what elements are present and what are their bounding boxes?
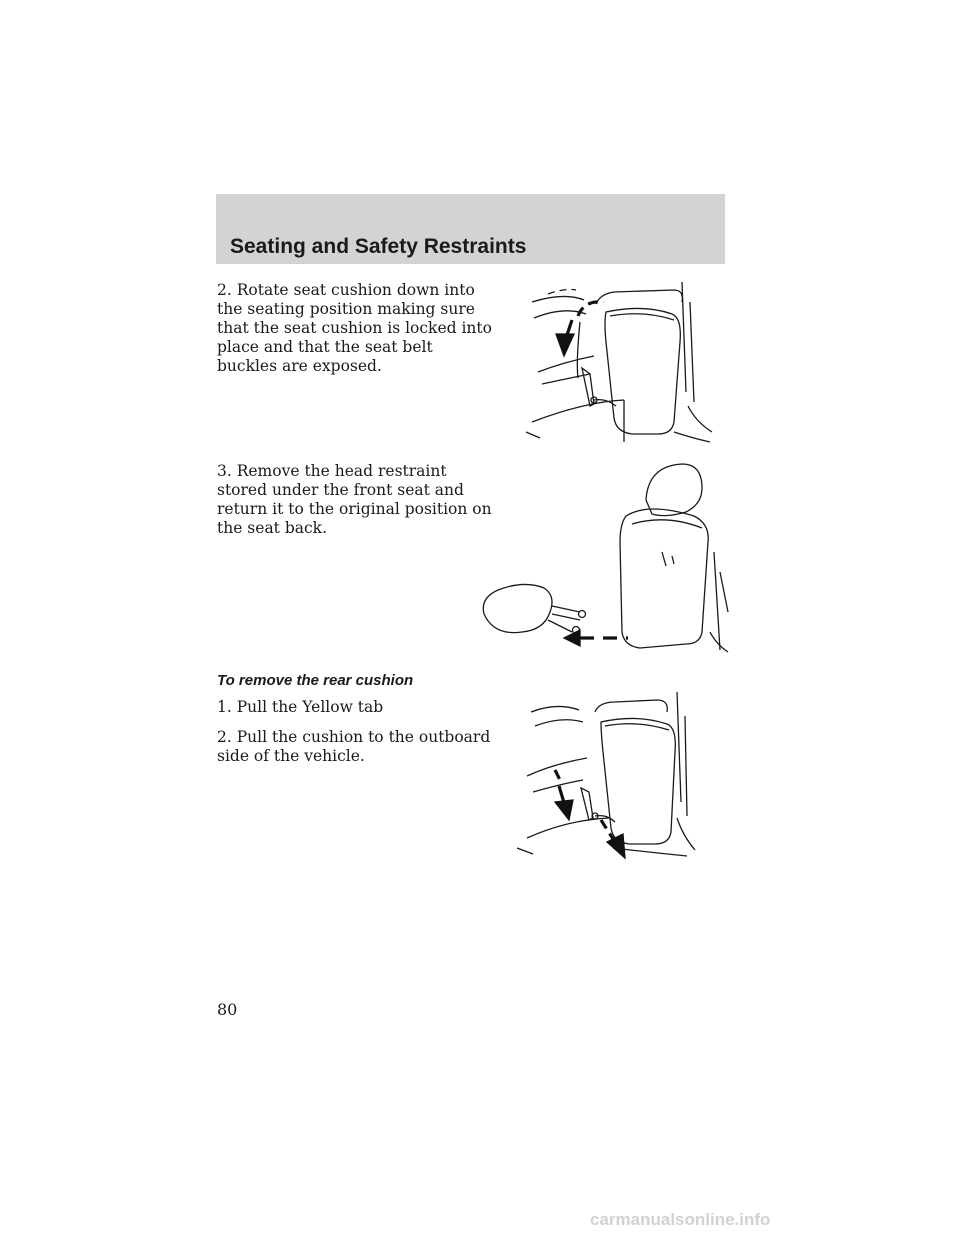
head-restraint-illustration — [476, 462, 732, 658]
remove-step-1-pull-tab: 1. Pull the Yellow tab — [217, 698, 384, 716]
remove-step-2-pull-cushion: 2. Pull the cushion to the outboard side of the vehicle. — [217, 728, 491, 765]
section-title: Seating and Safety Restraints — [230, 235, 527, 258]
page-number: 80 — [217, 1000, 238, 1019]
section-header-band — [216, 194, 725, 264]
remove-cushion-heading: To remove the rear cushion — [217, 672, 414, 689]
watermark: carmanualsonline.info — [590, 1210, 771, 1229]
rotate-cushion-illustration — [524, 282, 714, 444]
remove-cushion-illustration — [517, 692, 697, 862]
step-3-head-restraint: 3. Remove the head restraint stored under the front seat and return it to the original position on the seat back. — [217, 462, 492, 537]
step-2-rotate-cushion: 2. Rotate seat cushion down into the seating position making sure that the seat cushion is locked into place and that the seat belt buckles are exposed. — [217, 281, 492, 375]
